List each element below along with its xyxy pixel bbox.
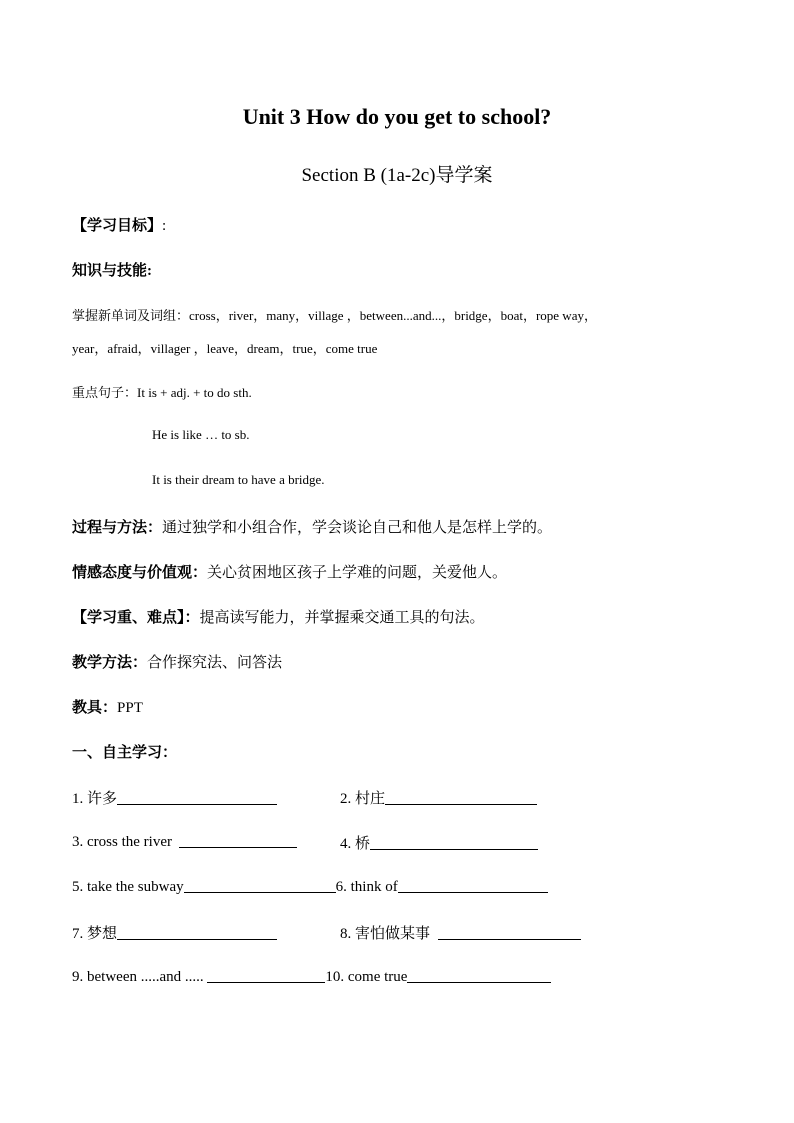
process-row bbox=[72, 516, 552, 537]
process-label: 过程与方法： bbox=[72, 520, 163, 536]
answer-blank[interactable] bbox=[438, 924, 581, 940]
blank-item-7: 7. 梦想 bbox=[72, 922, 277, 943]
answer-blank[interactable] bbox=[407, 967, 551, 983]
sentences-label: 重点句子： bbox=[72, 385, 138, 400]
vocab-line-1 bbox=[72, 305, 597, 324]
knowledge-label: 知识与技能: bbox=[72, 263, 152, 279]
blank-item-8: 8. 害怕做某事 bbox=[340, 922, 581, 943]
sentence-3: It is their dream to have a bridge. bbox=[152, 472, 325, 487]
method-text: 合作探究法、问答法 bbox=[147, 655, 283, 671]
blank-item-2: 2. 村庄 bbox=[340, 787, 537, 808]
answer-blank[interactable] bbox=[179, 832, 297, 848]
sentence-row-1 bbox=[72, 382, 252, 401]
answer-blank[interactable] bbox=[184, 877, 336, 893]
answer-blank[interactable] bbox=[117, 924, 277, 940]
objectives-heading-row: 【学习目标】: bbox=[72, 218, 167, 234]
tools-label: 教具： bbox=[72, 700, 118, 716]
page-subtitle: Section B (1a-2c)导学案 bbox=[301, 165, 493, 186]
blank-item-3: 3. cross the river bbox=[72, 832, 297, 851]
emotion-label: 情感态度与价值观： bbox=[72, 565, 208, 581]
answer-blank[interactable] bbox=[207, 967, 325, 983]
blank-item-1: 1. 许多 bbox=[72, 787, 277, 808]
process-text: 通过独学和小组合作，学会谈论自己和他人是怎样上学的。 bbox=[162, 520, 553, 536]
sentence-1: It is + adj. + to do sth. bbox=[137, 385, 252, 400]
tools-row bbox=[72, 696, 143, 717]
blank-item-9-10: 9. between .....and ..... 10. come true bbox=[72, 967, 551, 986]
focus-label: 【学习重、难点】： bbox=[72, 610, 200, 626]
focus-row bbox=[72, 606, 485, 627]
objectives-heading: 【学习目标】 bbox=[72, 218, 163, 234]
vocab-label: 掌握新单词及词组： bbox=[72, 308, 190, 323]
answer-blank[interactable] bbox=[385, 789, 537, 805]
method-label: 教学方法： bbox=[72, 655, 148, 671]
page-title: Unit 3 How do you get to school? bbox=[242, 104, 552, 129]
blank-item-5-6: 5. take the subway 6. think of bbox=[72, 877, 548, 896]
sentence-2: He is like … to sb. bbox=[152, 427, 250, 442]
answer-blank[interactable] bbox=[398, 877, 548, 893]
self-study-heading: 一、自主学习： bbox=[72, 745, 178, 761]
focus-text: 提高读写能力，并掌握乘交通工具的句法。 bbox=[199, 610, 485, 626]
vocab-words-1: cross，river，many，village ，between...and...，bridge，boat，rope way， bbox=[189, 308, 597, 323]
answer-blank[interactable] bbox=[370, 834, 538, 850]
answer-blank[interactable] bbox=[117, 789, 277, 805]
emotion-row bbox=[72, 561, 507, 582]
method-row bbox=[72, 651, 282, 672]
tools-text: PPT bbox=[117, 700, 143, 716]
emotion-text: 关心贫困地区孩子上学难的问题，关爱他人。 bbox=[207, 565, 508, 581]
blank-item-4: 4. 桥 bbox=[340, 832, 538, 853]
vocab-line-2: year，afraid，villager ，leave，dream，true，come true bbox=[72, 341, 378, 356]
